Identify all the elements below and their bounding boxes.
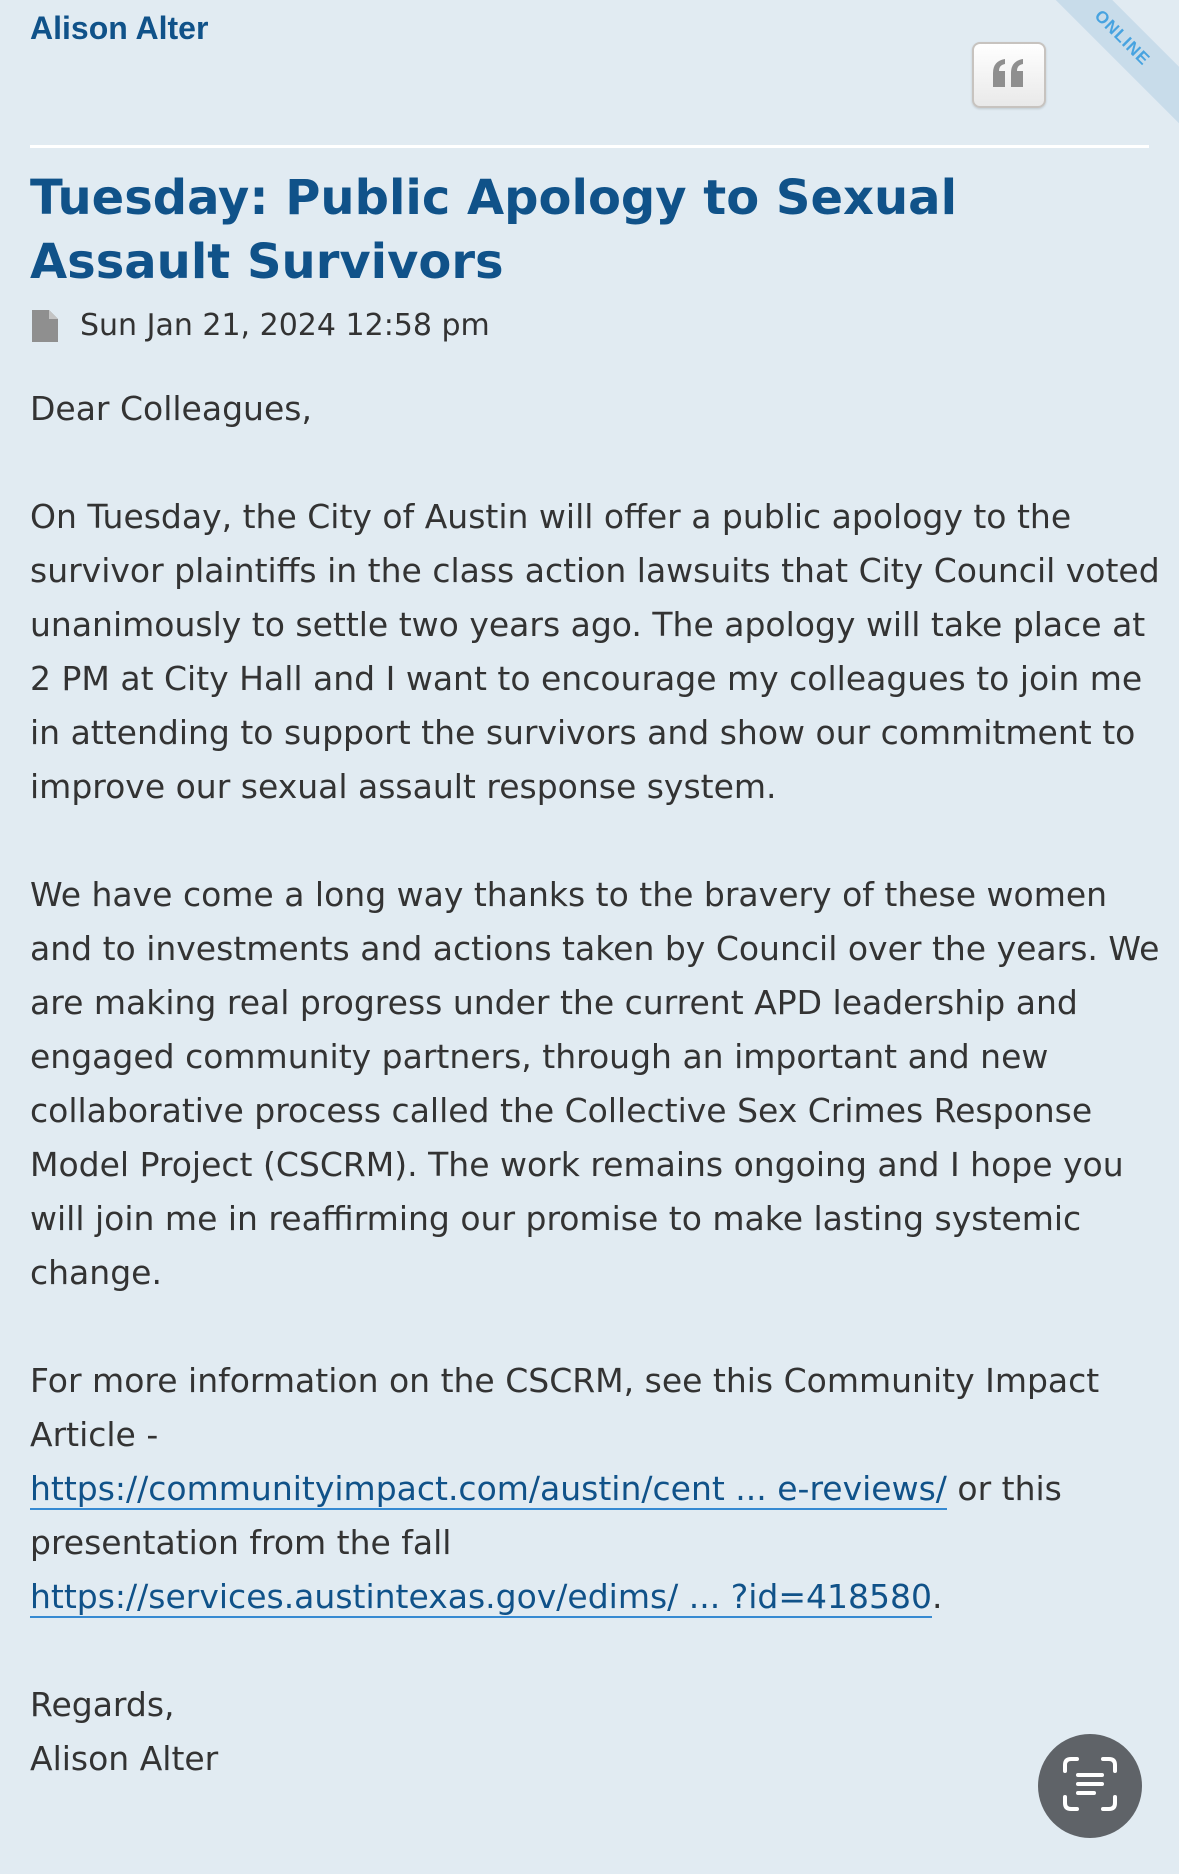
scan-text-button[interactable] (1038, 1734, 1142, 1838)
community-impact-link[interactable]: https://communityimpact.com/austin/cent ... e-reviews/ (30, 1469, 947, 1508)
document-icon[interactable] (30, 309, 60, 343)
post-title[interactable]: Tuesday: Public Apology to Sexual Assault Survivors (30, 170, 958, 290)
paragraph-more-info (30, 1354, 1160, 1624)
post-author[interactable]: Alison Alter (30, 10, 209, 46)
post-meta (30, 308, 490, 343)
online-badge-label: ONLINE (1090, 6, 1154, 70)
more-info-middle: or this presentation from the fall (30, 1469, 1062, 1562)
regards: Regards, (30, 1685, 175, 1724)
post-content (30, 382, 1160, 1786)
post-date: Sun Jan 21, 2024 12:58 pm (80, 308, 490, 343)
signature: Alison Alter (30, 1739, 219, 1778)
quote-icon (991, 57, 1027, 93)
online-badge (1049, 0, 1179, 130)
quote-button[interactable] (972, 42, 1046, 108)
paragraph-progress: We have come a long way thanks to the bravery of these women and to investments and actions taken by Council over the years. We are making real progress under the current APD leadership and engaged community partners, through an important and new collaborative process called the Collective Sex Crimes Response Model Project (CSCRM). The work remains ongoing and I hope you will join me in reaffirming our promise to make lasting systemic change. (30, 875, 1160, 1292)
more-info-end: . (932, 1577, 943, 1616)
greeting: Dear Colleagues, (30, 389, 312, 428)
paragraph-apology: On Tuesday, the City of Austin will offer a public apology to the survivor plaintiffs in the class action lawsuits that City Council voted unanimously to settle two years ago. The apology will take place at 2 PM at City Hall and I want to encourage my colleagues to join me in attending to support the survivors and show our commitment to improve our sexual assault response system. (30, 497, 1160, 806)
more-info-lead: For more information on the CSCRM, see this Community Impact Article - (30, 1361, 1100, 1454)
scan-text-icon (1061, 1755, 1119, 1817)
header-divider (30, 145, 1149, 148)
presentation-link[interactable]: https://services.austintexas.gov/edims/ ... ?id=418580 (30, 1577, 932, 1616)
